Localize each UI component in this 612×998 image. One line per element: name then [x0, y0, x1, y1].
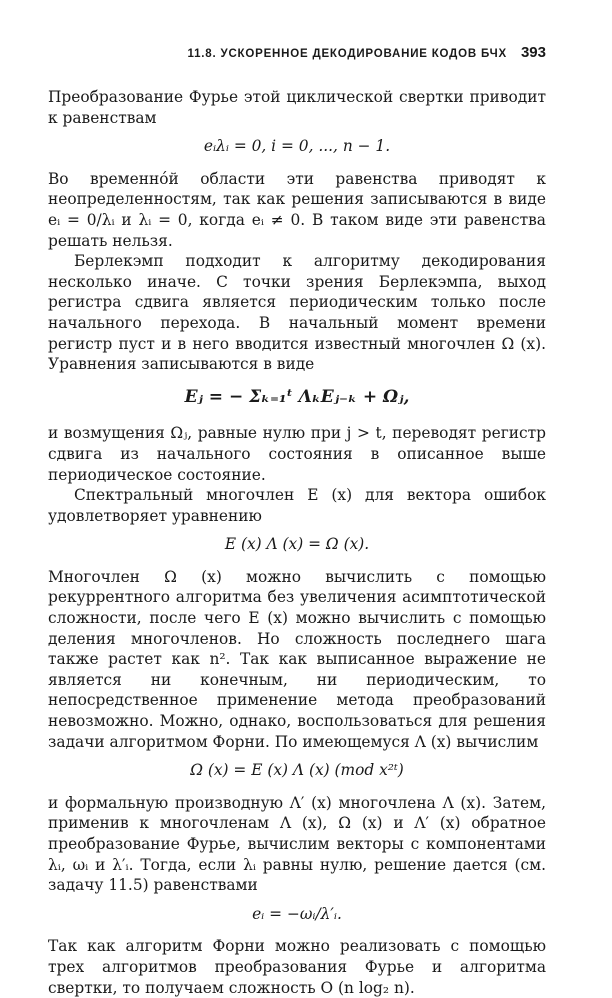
running-title: 11.8. УСКОРЕННОЕ ДЕКОДИРОВАНИЕ КОДОВ БЧХ — [187, 48, 507, 60]
paragraph-3: Берлекэмп подходит к алгоритму декодирования несколько иначе. С точки зрения Берлекэмпа, выход регистра сдвига является периодическим только после начального перехода. В начальный момент времени регистр пуст и в него вводится известный многочлен Ω (x). Уравнения записываются в виде — [48, 252, 546, 374]
paragraph-6: Многочлен Ω (x) можно вычислить с помощью рекуррентного алгоритма без увеличения асимптотической сложности, после чего E (x) можно вычислить с помощью деления многочленов. Но сложность последнего шага также растет как n². Так как выписанное выражение не является ни конечным, ни периодическим, то непосредственное применение метода преобразований невозможно. Можно, однако, воспользоваться для решения задачи алгоритмом Форни. По имеющемуся Λ (x) вычислим — [48, 567, 546, 751]
running-header — [0, 44, 546, 61]
equation-3: E (x) Λ (x) = Ω (x). — [224, 535, 370, 554]
page-number: 393 — [520, 44, 546, 61]
paragraph-4: и возмущения Ωⱼ, равные нулю при j > t, переводят регистр сдвига из начального состояния в описанное выше периодическое состояние. — [48, 424, 546, 484]
paragraph-2: Во временнóй области эти равенства приводят к неопределенностям, так как решения записываются в виде eᵢ = 0/λᵢ и λᵢ = 0, когда eᵢ ≠ 0. В таком виде эти равенства решать нельзя. — [48, 169, 546, 250]
equation-5: eᵢ = −ωᵢ/λ′ᵢ. — [252, 904, 342, 923]
equation-2: Eⱼ = − Σₖ₌₁ᵗ ΛₖEⱼ₋ₖ + Ωⱼ, — [184, 386, 410, 407]
paragraph-5: Спектральный многочлен E (x) для вектора ошибок удовлетворяет уравнению — [48, 486, 546, 525]
paragraph-7: и формальную производную Λ′ (x) многочлена Λ (x). Затем, применив к многочленам Λ (x), Ω (x) и Λ′ (x) обратное преобразование Фурье, вычислим векторы с компонентами λᵢ, ωᵢ и λ′ᵢ. Тогда, если λᵢ равны нулю, решение дается (см. задачу 11.5) равенствами — [48, 793, 546, 895]
paragraph-8: Так как алгоритм Форни можно реализовать с помощью трех алгоритмов преобразования Фурье и алгоритма свертки, то получаем сложность O (n log₂ n). — [48, 937, 546, 997]
main-text — [48, 87, 546, 998]
equation-4: Ω (x) = E (x) Λ (x) (mod x²ᵗ) — [190, 761, 404, 780]
equation-1: eᵢλᵢ = 0, i = 0, ..., n − 1. — [203, 137, 391, 156]
paragraph-1: Преобразование Фурье этой циклической свертки приводит к равенствам — [48, 88, 546, 127]
